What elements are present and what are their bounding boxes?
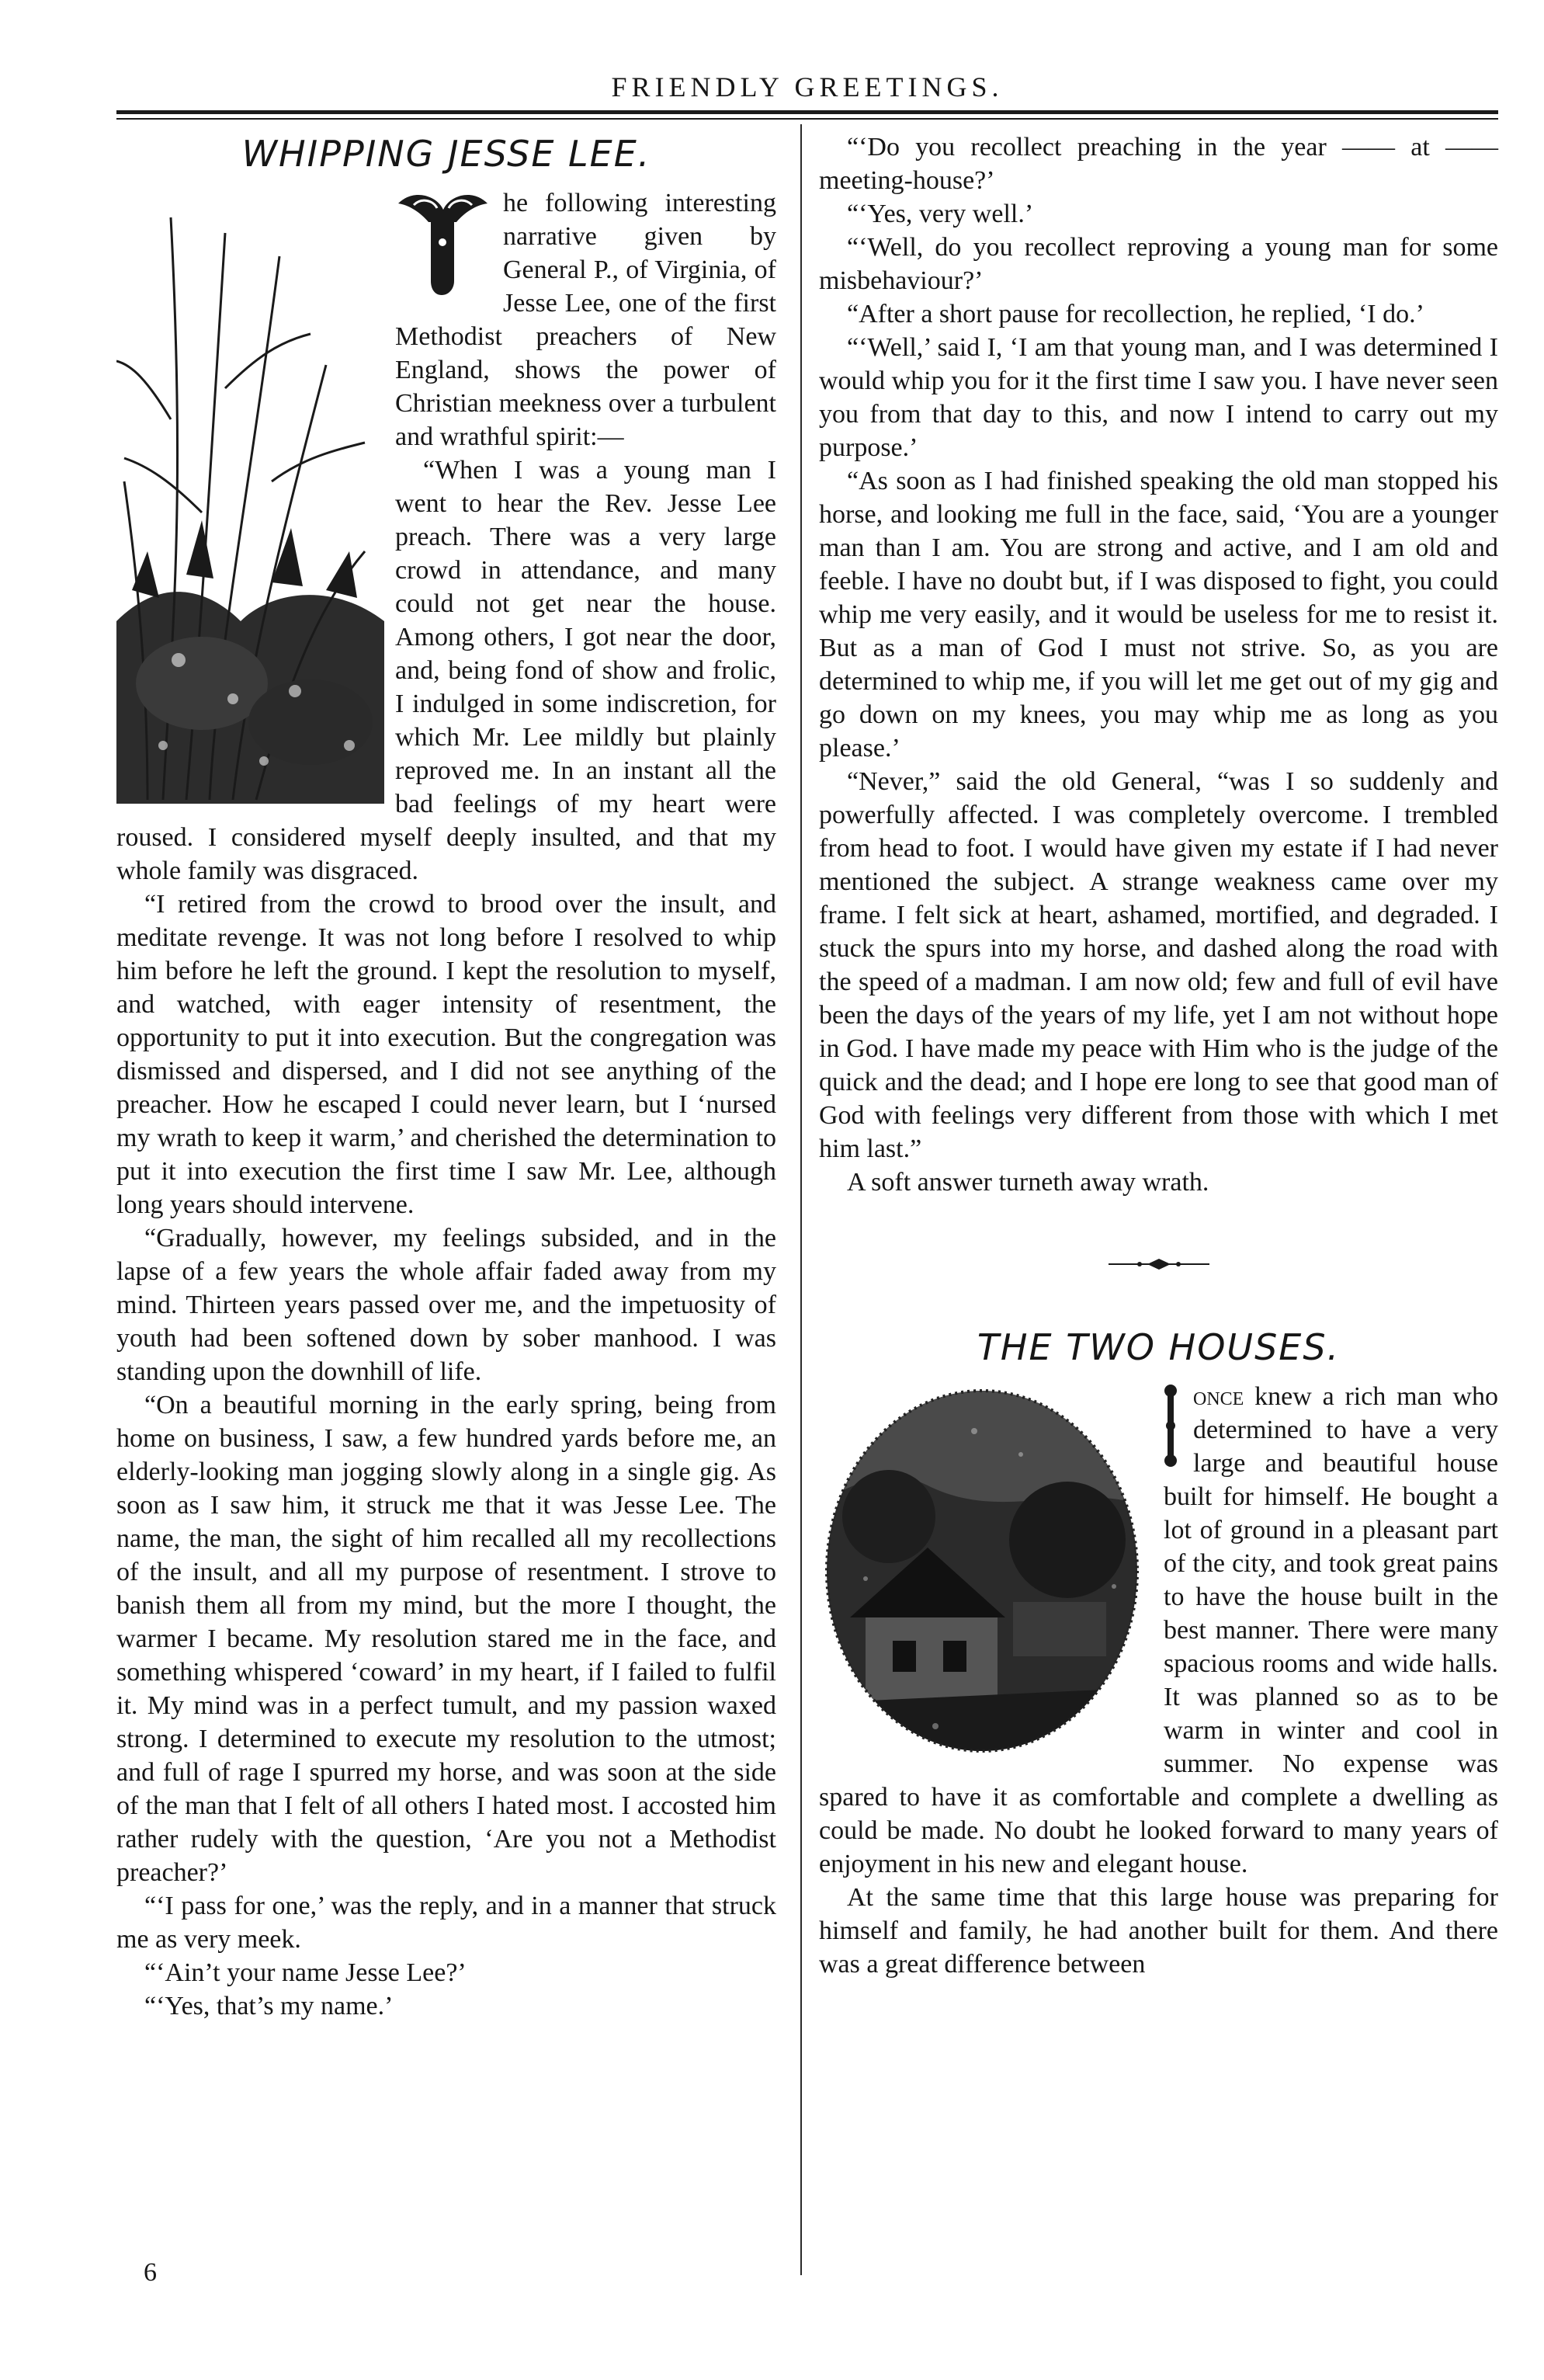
paragraph: “‘Ain’t your name Jesse Lee?’ bbox=[144, 1958, 467, 1987]
paragraph: “‘Well,’ said I, ‘I am that young man, and I was determined I would whip you for it the first time I saw you. I have never seen you from that day to this, and now I intend to carry out my purpose.’ bbox=[819, 333, 1498, 462]
article-title-two-houses: THE TWO HOUSES. bbox=[977, 1326, 1341, 1368]
paragraph: A soft answer turneth away wrath. bbox=[847, 1168, 1209, 1197]
ornamental-dropcap-t bbox=[390, 188, 495, 297]
ornament-rule-icon bbox=[1109, 1258, 1209, 1270]
paragraph: “Never,” said the old General, “was I so suddenly and powerfully affected. I was completely overcome. I trembled from head to foot. I would have given my estate if I had never mentioned the subject. A strange weakness came over my frame. I felt sick at heart, ashamed, mortified, and degraded. I stuck the spurs into my horse, and dashed along the road with the speed of a madman. I am now old; few and full of evil have been the days of the years of my life, yet I am not without hope in God. I have made my peace with Him who is the judge of the quick and the dead; and I hope ere long to see that good man of God with feelings very different from those with which I met him last.” bbox=[819, 767, 1498, 1163]
ornamental-dropcap-i bbox=[1159, 1383, 1182, 1468]
paragraph: “As soon as I had finished speaking the old man stopped his horse, and looking me full in the face, said, ‘You are a younger man than I am. You are strong and active, and I am old and feeble. I have no doubt but, if I was disposed to fight, you could whip me very easily, and it would be useless for me to resist it. But as a man of God I must not strive. So, as you are determined to whip me, if you will let me get out of my gig and go down on my knees, you may whip me as long as you please.’ bbox=[819, 467, 1498, 763]
section-ornament bbox=[819, 1246, 1498, 1279]
article-title-whipping-jesse-lee: WHIPPING JESSE LEE. bbox=[241, 133, 651, 175]
reeds-illustration bbox=[116, 186, 384, 804]
paragraph: “Gradually, however, my feelings subsided, and in the lapse of a few years the whole affair faded away from my mind. Thirteen years passed over me, and the impetuosity of youth had been softened down by sober manhood. I was standing upon the downhill of life. bbox=[116, 1224, 776, 1386]
paragraph: “On a beautiful morning in the early spring, being from home on business, I saw, a few hundred yards before me, an elderly-looking man jogging slowly along in a single gig. As soon as I saw him, it struck me that it was Jesse Lee. The name, the man, the sight of him recalled all my recollections of the insult, and all my purpose of resentment. I strove to banish them all from my mind, but the more I thought, the warmer I became. My resolution stared me in the face, and something whispered ‘coward’ in my heart, if I failed to fulfil it. My mind was in a perfect tumult, and my passion waxed strong. I determined to execute my resolution to the utmost; and full of rage I spurred my horse, and was soon at the side of the man that I felt of all others I hated most. I accosted him rather rudely with the question, ‘Are you not a Methodist preacher?’ bbox=[116, 1391, 776, 1887]
header-rule-thick bbox=[116, 110, 1498, 114]
page-number: 6 bbox=[144, 2258, 157, 2287]
paragraph: “I retired from the crowd to brood over the insult, and meditate revenge. It was not long before I resolved to whip him before he left the ground. I kept the resolution to myself, and watched, with eager intensity of resentment, the opportunity to put it into execution. But the congregation was dismissed and dispersed, and I did not see anything of the preacher. How he escaped I could never learn, but I ‘nursed my wrath to keep it warm,’ and cherished the determination to put it into execution the first time I saw Mr. Lee, although long years should intervene. bbox=[116, 890, 776, 1219]
paragraph: “‘I pass for one,’ was the reply, and in a manner that struck me as very meek. bbox=[116, 1892, 776, 1954]
paragraph: he following interesting narrative given by General P., of Virginia, of Jesse Lee, one of the first Methodist preachers of New England, shows the power of Christian meekness over a turbulent and wrathful spirit:— bbox=[395, 189, 776, 451]
paragraph: “When I was a young man I went to hear the Rev. Jesse Lee preach. There was a very large crowd in attendance, and many could not get near the house. Among others, I got near the door, and, being fond of show and frolic, I indulged in some indiscretion, for which Mr. Lee mildly but plainly reproved me. In an instant all the bad feelings of my heart were roused. I considered myself deeply insulted, and that my whole family was disgraced. bbox=[116, 456, 776, 885]
left-column bbox=[116, 130, 776, 2023]
paragraph: “‘Yes, that’s my name.’ bbox=[144, 1992, 394, 2020]
running-header: FRIENDLY GREETINGS. bbox=[611, 71, 1004, 102]
first-word-smallcaps: once bbox=[1193, 1382, 1244, 1411]
paragraph: “‘Do you recollect preaching in the year —— at —— meeting-house?’ bbox=[819, 133, 1498, 195]
paragraph: “‘Yes, very well.’ bbox=[847, 200, 1034, 228]
column-divider bbox=[800, 124, 802, 2275]
paragraph-text: knew a rich man who determined to have a very large and beautiful house built for himself. He bought a lot of ground in a pleasant part of the city, and took great pains to have the house built in the best manner. There were many spacious rooms and wide halls. It was planned so as to be warm in winter and cool in summer. No expense was spared to have it as comfortable and complete a dwelling as could be made. No doubt he looked forward to many years of enjoyment in his new and elegant house. bbox=[819, 1382, 1498, 1878]
paragraph: At the same time that this large house was preparing for himself and family, he had another built for them. And there was a great difference between bbox=[819, 1883, 1498, 1979]
right-column bbox=[819, 130, 1498, 1981]
paragraph: “‘Well, do you recollect reproving a young man for some misbehaviour?’ bbox=[819, 233, 1498, 295]
header-rule-thin bbox=[116, 118, 1498, 120]
paragraph: “After a short pause for recollection, he replied, ‘I do.’ bbox=[847, 300, 1424, 328]
house-illustration bbox=[819, 1385, 1153, 1757]
